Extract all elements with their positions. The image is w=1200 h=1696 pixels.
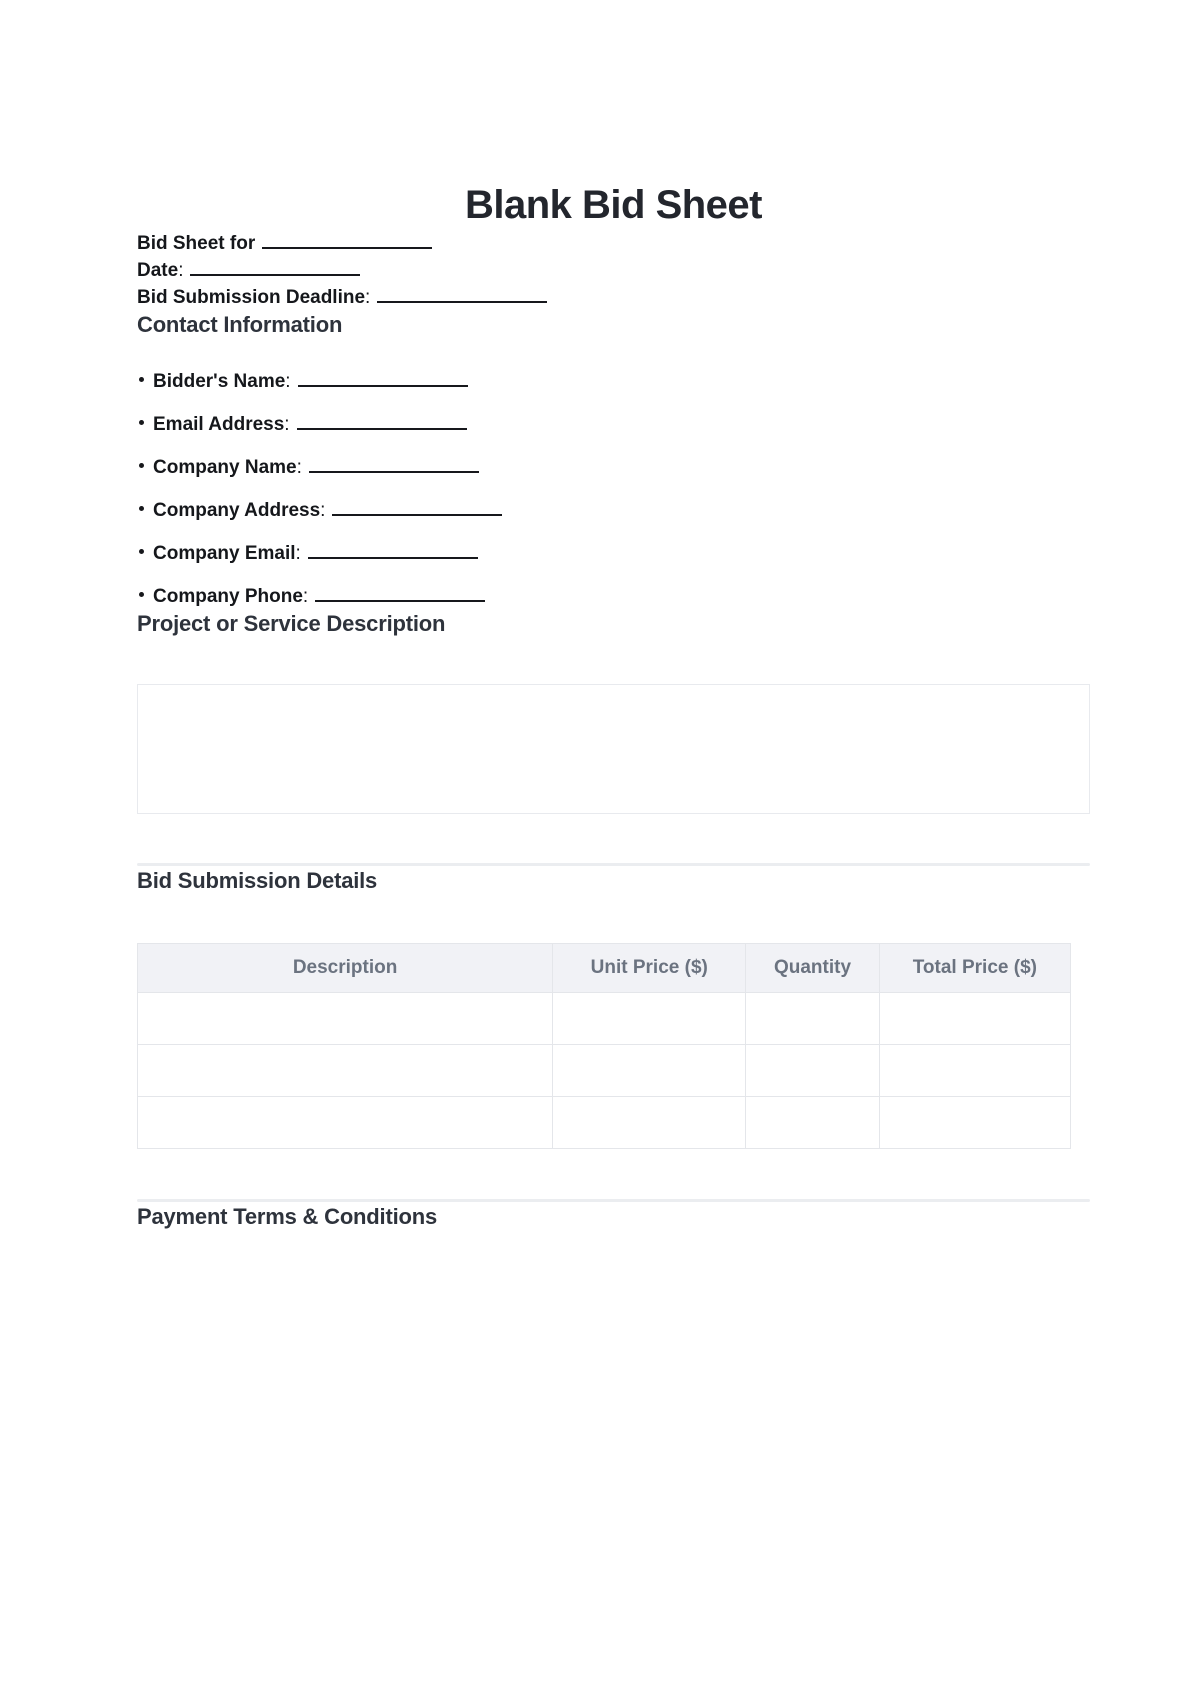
company-address-label: Company Address (153, 500, 321, 522)
column-header-quantity: Quantity (746, 944, 879, 993)
table-cell-description[interactable] (138, 993, 553, 1045)
bid-sheet-for-label: Bid Sheet for (137, 233, 256, 255)
bidders-name-blank[interactable] (298, 367, 468, 387)
bid-sheet-document (137, 0, 1090, 1231)
column-header-unit-price: Unit Price ($) (553, 944, 746, 993)
table-cell-total-price[interactable] (879, 993, 1070, 1045)
table-cell-description[interactable] (138, 1097, 553, 1149)
bullet-icon (139, 377, 144, 382)
company-email-label: Company Email (153, 543, 296, 565)
company-name-blank[interactable] (309, 453, 479, 473)
table-cell-total-price[interactable] (879, 1045, 1070, 1097)
page-title: Blank Bid Sheet (464, 183, 762, 227)
table-cell-quantity[interactable] (746, 1045, 879, 1097)
table-header-row (138, 944, 1071, 993)
bullet-icon (139, 592, 144, 597)
date-blank[interactable] (190, 256, 360, 276)
list-item-company-address (137, 496, 1090, 523)
table-cell-quantity[interactable] (746, 1097, 879, 1149)
list-item-company-name (137, 453, 1090, 480)
bid-submission-details-heading: Bid Submission Details (137, 868, 378, 894)
company-phone-label: Company Phone (153, 586, 303, 608)
field-bid-sheet-for (137, 229, 1090, 256)
company-email-colon: : (295, 543, 301, 565)
project-description-heading: Project or Service Description (137, 611, 446, 637)
deadline-blank[interactable] (377, 283, 547, 303)
email-address-label: Email Address (153, 414, 285, 436)
column-header-description: Description (138, 944, 553, 993)
table-cell-quantity[interactable] (746, 993, 879, 1045)
contact-information-heading: Contact Information (137, 312, 343, 338)
company-phone-colon: : (302, 586, 309, 608)
bullet-icon (139, 463, 144, 468)
table-cell-total-price[interactable] (879, 1097, 1070, 1149)
bullet-icon (139, 506, 144, 511)
list-item-company-email (137, 539, 1090, 566)
field-deadline (137, 283, 1090, 310)
bullet-icon (139, 420, 144, 425)
column-header-total-price: Total Price ($) (879, 944, 1070, 993)
bidders-name-label: Bidder's Name (153, 371, 286, 393)
company-address-blank[interactable] (332, 496, 502, 516)
company-address-colon: : (320, 500, 326, 522)
table-row (138, 993, 1071, 1045)
email-address-blank[interactable] (297, 410, 467, 430)
date-label: Date (137, 260, 179, 282)
company-name-label: Company Name (153, 457, 297, 479)
bullet-icon (139, 549, 144, 554)
company-name-colon: : (296, 457, 302, 479)
contact-list (137, 367, 1090, 609)
deadline-label: Bid Submission Deadline (137, 287, 366, 309)
email-address-colon: : (284, 414, 290, 436)
bid-sheet-for-blank[interactable] (262, 229, 432, 249)
table-row (138, 1045, 1071, 1097)
list-item-company-phone (137, 582, 1090, 609)
table-cell-unit-price[interactable] (553, 1045, 746, 1097)
field-date (137, 256, 1090, 283)
company-phone-blank[interactable] (315, 582, 485, 602)
company-email-blank[interactable] (308, 539, 478, 559)
deadline-colon: : (365, 287, 371, 309)
table-cell-unit-price[interactable] (553, 993, 746, 1045)
project-description-box[interactable] (137, 684, 1090, 814)
table-cell-description[interactable] (138, 1045, 553, 1097)
bid-details-table (137, 943, 1071, 1149)
date-colon: : (178, 260, 184, 282)
table-row (138, 1097, 1071, 1149)
bidders-name-colon: : (285, 371, 291, 393)
list-item-email-address (137, 410, 1090, 437)
payment-terms-heading: Payment Terms & Conditions (137, 1204, 437, 1230)
table-cell-unit-price[interactable] (553, 1097, 746, 1149)
list-item-bidders-name (137, 367, 1090, 394)
